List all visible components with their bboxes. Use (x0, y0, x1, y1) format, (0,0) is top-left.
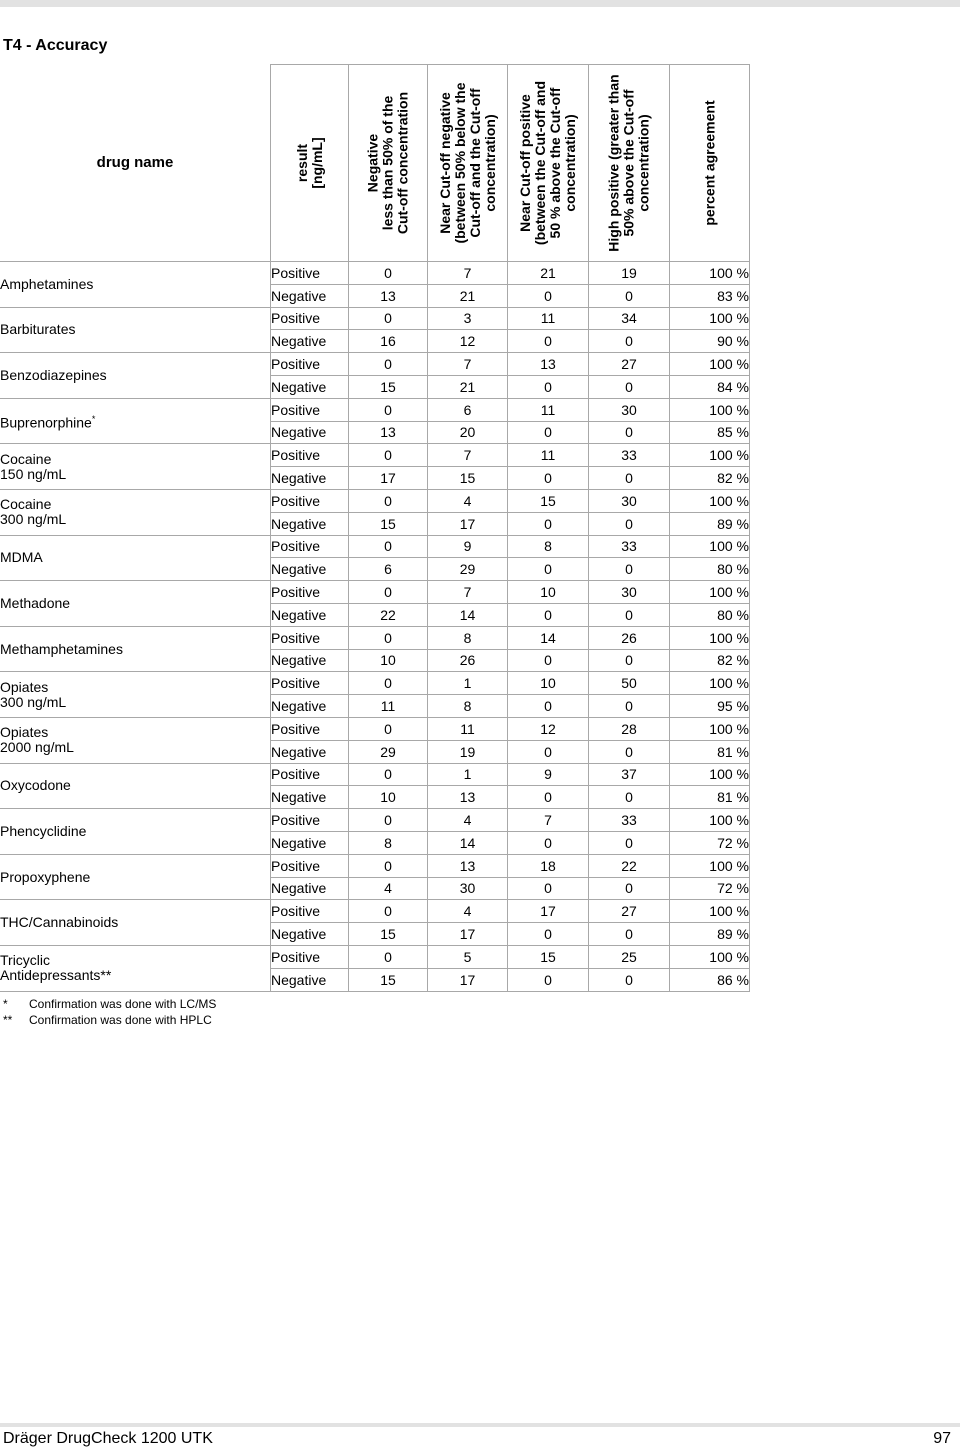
count-cell: 0 (349, 353, 428, 376)
header-result: result [ng/mL] (271, 65, 349, 262)
count-cell: 33 (589, 809, 670, 832)
count-cell: 14 (428, 603, 508, 626)
count-cell: 11 (508, 398, 589, 421)
drug-name-cell: Amphetamines (0, 262, 271, 308)
result-cell: Negative (271, 375, 349, 398)
count-cell: 7 (428, 262, 508, 285)
count-cell: 0 (508, 467, 589, 490)
count-cell: 0 (508, 558, 589, 581)
result-cell: Negative (271, 877, 349, 900)
table-row (0, 307, 750, 330)
count-cell: 10 (508, 581, 589, 604)
count-cell: 0 (508, 877, 589, 900)
header-high-positive: High positive (greater than 50% above the Cut-off concentration) (589, 65, 670, 262)
count-cell: 3 (428, 307, 508, 330)
result-cell: Negative (271, 649, 349, 672)
count-cell: 0 (589, 649, 670, 672)
count-cell: 0 (349, 809, 428, 832)
count-cell: 10 (349, 786, 428, 809)
percent-cell: 81 % (670, 786, 750, 809)
count-cell: 0 (349, 444, 428, 467)
result-cell: Negative (271, 831, 349, 854)
count-cell: 14 (508, 626, 589, 649)
table-row (0, 535, 750, 558)
result-cell: Negative (271, 968, 349, 991)
drug-name-cell: MDMA (0, 535, 271, 581)
result-cell: Negative (271, 740, 349, 763)
percent-cell: 85 % (670, 421, 750, 444)
drug-name-cell: Cocaine 150 ng/mL (0, 444, 271, 490)
drug-name-cell: Opiates 2000 ng/mL (0, 717, 271, 763)
count-cell: 0 (508, 512, 589, 535)
drug-name-cell: Methadone (0, 581, 271, 627)
count-cell: 20 (428, 421, 508, 444)
count-cell: 5 (428, 945, 508, 968)
count-cell: 26 (428, 649, 508, 672)
percent-cell: 80 % (670, 603, 750, 626)
count-cell: 0 (589, 421, 670, 444)
percent-cell: 100 % (670, 262, 750, 285)
percent-cell: 100 % (670, 809, 750, 832)
count-cell: 17 (428, 923, 508, 946)
count-cell: 11 (508, 444, 589, 467)
footer-rule (0, 1423, 960, 1427)
count-cell: 7 (428, 353, 508, 376)
percent-cell: 100 % (670, 581, 750, 604)
count-cell: 11 (508, 307, 589, 330)
count-cell: 0 (589, 877, 670, 900)
percent-cell: 89 % (670, 923, 750, 946)
result-cell: Negative (271, 786, 349, 809)
table-row (0, 854, 750, 877)
header-near-cutoff-positive: Near Cut-off positive (between the Cut-off and 50 % above the Cut-off concentration) (508, 65, 589, 262)
percent-cell: 100 % (670, 672, 750, 695)
count-cell: 0 (508, 923, 589, 946)
count-cell: 11 (428, 717, 508, 740)
count-cell: 13 (428, 854, 508, 877)
table-row (0, 900, 750, 923)
count-cell: 15 (508, 945, 589, 968)
accuracy-table (0, 64, 750, 992)
percent-cell: 100 % (670, 489, 750, 512)
drug-name-cell: Propoxyphene (0, 854, 271, 900)
count-cell: 8 (508, 535, 589, 558)
count-cell: 0 (589, 467, 670, 490)
percent-cell: 100 % (670, 398, 750, 421)
footnote-marker: * (91, 413, 96, 424)
count-cell: 19 (428, 740, 508, 763)
header-percent-agreement: percent agreement (670, 65, 750, 262)
percent-cell: 100 % (670, 353, 750, 376)
count-cell: 4 (428, 489, 508, 512)
footnote: * Confirmation was done with LC/MS (3, 997, 217, 1011)
count-cell: 27 (589, 900, 670, 923)
count-cell: 0 (589, 512, 670, 535)
table-row (0, 489, 750, 512)
count-cell: 6 (349, 558, 428, 581)
count-cell: 6 (428, 398, 508, 421)
count-cell: 13 (349, 284, 428, 307)
table-row (0, 763, 750, 786)
count-cell: 17 (508, 900, 589, 923)
count-cell: 15 (349, 512, 428, 535)
count-cell: 25 (589, 945, 670, 968)
result-cell: Positive (271, 900, 349, 923)
table-row (0, 262, 750, 285)
count-cell: 0 (508, 284, 589, 307)
count-cell: 30 (428, 877, 508, 900)
count-cell: 37 (589, 763, 670, 786)
percent-cell: 100 % (670, 307, 750, 330)
count-cell: 17 (428, 512, 508, 535)
count-cell: 0 (589, 603, 670, 626)
count-cell: 29 (349, 740, 428, 763)
result-cell: Positive (271, 535, 349, 558)
count-cell: 27 (589, 353, 670, 376)
drug-name-cell: Buprenorphine* (0, 398, 271, 444)
result-cell: Positive (271, 398, 349, 421)
top-rule (0, 0, 960, 7)
result-cell: Negative (271, 923, 349, 946)
percent-cell: 81 % (670, 740, 750, 763)
table-row (0, 581, 750, 604)
footer-product: Dräger DrugCheck 1200 UTK (3, 1430, 213, 1447)
count-cell: 4 (349, 877, 428, 900)
percent-cell: 100 % (670, 854, 750, 877)
result-cell: Negative (271, 603, 349, 626)
table-row (0, 444, 750, 467)
count-cell: 0 (508, 968, 589, 991)
count-cell: 7 (428, 444, 508, 467)
count-cell: 0 (508, 421, 589, 444)
count-cell: 15 (349, 923, 428, 946)
table-row (0, 626, 750, 649)
percent-cell: 86 % (670, 968, 750, 991)
table-header-row (0, 65, 750, 262)
count-cell: 16 (349, 330, 428, 353)
result-cell: Negative (271, 695, 349, 718)
count-cell: 0 (589, 968, 670, 991)
count-cell: 0 (589, 558, 670, 581)
count-cell: 11 (349, 695, 428, 718)
footnote: ** Confirmation was done with HPLC (3, 1013, 212, 1027)
count-cell: 0 (508, 603, 589, 626)
count-cell: 10 (349, 649, 428, 672)
count-cell: 26 (589, 626, 670, 649)
count-cell: 0 (349, 489, 428, 512)
page-number: 97 (933, 1430, 951, 1447)
percent-cell: 84 % (670, 375, 750, 398)
count-cell: 9 (508, 763, 589, 786)
percent-cell: 95 % (670, 695, 750, 718)
result-cell: Positive (271, 444, 349, 467)
count-cell: 21 (428, 375, 508, 398)
count-cell: 30 (589, 489, 670, 512)
count-cell: 0 (589, 740, 670, 763)
percent-cell: 82 % (670, 467, 750, 490)
count-cell: 0 (349, 717, 428, 740)
count-cell: 4 (428, 809, 508, 832)
percent-cell: 83 % (670, 284, 750, 307)
count-cell: 17 (428, 968, 508, 991)
count-cell: 28 (589, 717, 670, 740)
result-cell: Positive (271, 854, 349, 877)
result-cell: Positive (271, 489, 349, 512)
count-cell: 0 (349, 398, 428, 421)
count-cell: 0 (508, 375, 589, 398)
count-cell: 4 (428, 900, 508, 923)
count-cell: 13 (428, 786, 508, 809)
percent-cell: 100 % (670, 444, 750, 467)
result-cell: Positive (271, 262, 349, 285)
percent-cell: 100 % (670, 900, 750, 923)
count-cell: 9 (428, 535, 508, 558)
count-cell: 10 (508, 672, 589, 695)
count-cell: 21 (508, 262, 589, 285)
drug-name-cell: Opiates 300 ng/mL (0, 672, 271, 718)
result-cell: Negative (271, 558, 349, 581)
count-cell: 12 (508, 717, 589, 740)
count-cell: 15 (428, 467, 508, 490)
count-cell: 0 (508, 649, 589, 672)
table-row (0, 717, 750, 740)
count-cell: 19 (589, 262, 670, 285)
count-cell: 12 (428, 330, 508, 353)
percent-cell: 72 % (670, 877, 750, 900)
count-cell: 34 (589, 307, 670, 330)
count-cell: 0 (349, 307, 428, 330)
count-cell: 0 (589, 330, 670, 353)
table-row (0, 809, 750, 832)
result-cell: Negative (271, 330, 349, 353)
count-cell: 0 (508, 740, 589, 763)
table-row (0, 672, 750, 695)
percent-cell: 72 % (670, 831, 750, 854)
count-cell: 0 (508, 330, 589, 353)
percent-cell: 90 % (670, 330, 750, 353)
count-cell: 29 (428, 558, 508, 581)
drug-name-cell: Barbiturates (0, 307, 271, 353)
count-cell: 0 (589, 923, 670, 946)
count-cell: 22 (589, 854, 670, 877)
footnotes (3, 996, 216, 1028)
count-cell: 33 (589, 535, 670, 558)
header-drug-name: drug name (0, 65, 271, 262)
count-cell: 13 (508, 353, 589, 376)
count-cell: 14 (428, 831, 508, 854)
count-cell: 0 (589, 284, 670, 307)
count-cell: 22 (349, 603, 428, 626)
drug-name-cell: THC/Cannabinoids (0, 900, 271, 946)
count-cell: 15 (349, 375, 428, 398)
result-cell: Negative (271, 421, 349, 444)
result-cell: Negative (271, 512, 349, 535)
drug-name-cell: Cocaine 300 ng/mL (0, 489, 271, 535)
count-cell: 1 (428, 763, 508, 786)
count-cell: 30 (589, 581, 670, 604)
table-row (0, 945, 750, 968)
result-cell: Negative (271, 284, 349, 307)
count-cell: 0 (508, 695, 589, 718)
percent-cell: 100 % (670, 945, 750, 968)
drug-name-cell: Benzodiazepines (0, 353, 271, 399)
count-cell: 0 (508, 786, 589, 809)
percent-cell: 100 % (670, 626, 750, 649)
count-cell: 0 (349, 626, 428, 649)
count-cell: 8 (428, 626, 508, 649)
count-cell: 7 (428, 581, 508, 604)
count-cell: 50 (589, 672, 670, 695)
table-row (0, 353, 750, 376)
count-cell: 0 (589, 695, 670, 718)
result-cell: Positive (271, 717, 349, 740)
count-cell: 13 (349, 421, 428, 444)
count-cell: 18 (508, 854, 589, 877)
count-cell: 0 (349, 581, 428, 604)
result-cell: Positive (271, 763, 349, 786)
count-cell: 0 (589, 786, 670, 809)
percent-cell: 100 % (670, 717, 750, 740)
percent-cell: 89 % (670, 512, 750, 535)
percent-cell: 80 % (670, 558, 750, 581)
count-cell: 17 (349, 467, 428, 490)
count-cell: 0 (508, 831, 589, 854)
table-row (0, 398, 750, 421)
count-cell: 15 (349, 968, 428, 991)
count-cell: 33 (589, 444, 670, 467)
drug-name-cell: Tricyclic Antidepressants** (0, 945, 271, 991)
count-cell: 1 (428, 672, 508, 695)
result-cell: Positive (271, 945, 349, 968)
count-cell: 8 (428, 695, 508, 718)
count-cell: 0 (589, 375, 670, 398)
count-cell: 0 (349, 262, 428, 285)
count-cell: 21 (428, 284, 508, 307)
count-cell: 0 (349, 672, 428, 695)
section-title: T4 - Accuracy (3, 37, 108, 54)
count-cell: 7 (508, 809, 589, 832)
result-cell: Positive (271, 307, 349, 330)
drug-name-cell: Phencyclidine (0, 809, 271, 855)
drug-name-cell: Methamphetamines (0, 626, 271, 672)
count-cell: 0 (349, 535, 428, 558)
header-negative: Negative less than 50% of the Cut-off concentration (349, 65, 428, 262)
count-cell: 0 (589, 831, 670, 854)
count-cell: 30 (589, 398, 670, 421)
result-cell: Positive (271, 626, 349, 649)
drug-name-cell: Oxycodone (0, 763, 271, 809)
count-cell: 0 (349, 763, 428, 786)
count-cell: 0 (349, 900, 428, 923)
result-cell: Positive (271, 581, 349, 604)
percent-cell: 82 % (670, 649, 750, 672)
count-cell: 15 (508, 489, 589, 512)
result-cell: Positive (271, 809, 349, 832)
count-cell: 8 (349, 831, 428, 854)
percent-cell: 100 % (670, 763, 750, 786)
count-cell: 0 (349, 854, 428, 877)
header-near-cutoff-negative: Near Cut-off negative (between 50% below the Cut-off and the Cut-off concentration) (428, 65, 508, 262)
percent-cell: 100 % (670, 535, 750, 558)
result-cell: Negative (271, 467, 349, 490)
result-cell: Positive (271, 672, 349, 695)
result-cell: Positive (271, 353, 349, 376)
count-cell: 0 (349, 945, 428, 968)
